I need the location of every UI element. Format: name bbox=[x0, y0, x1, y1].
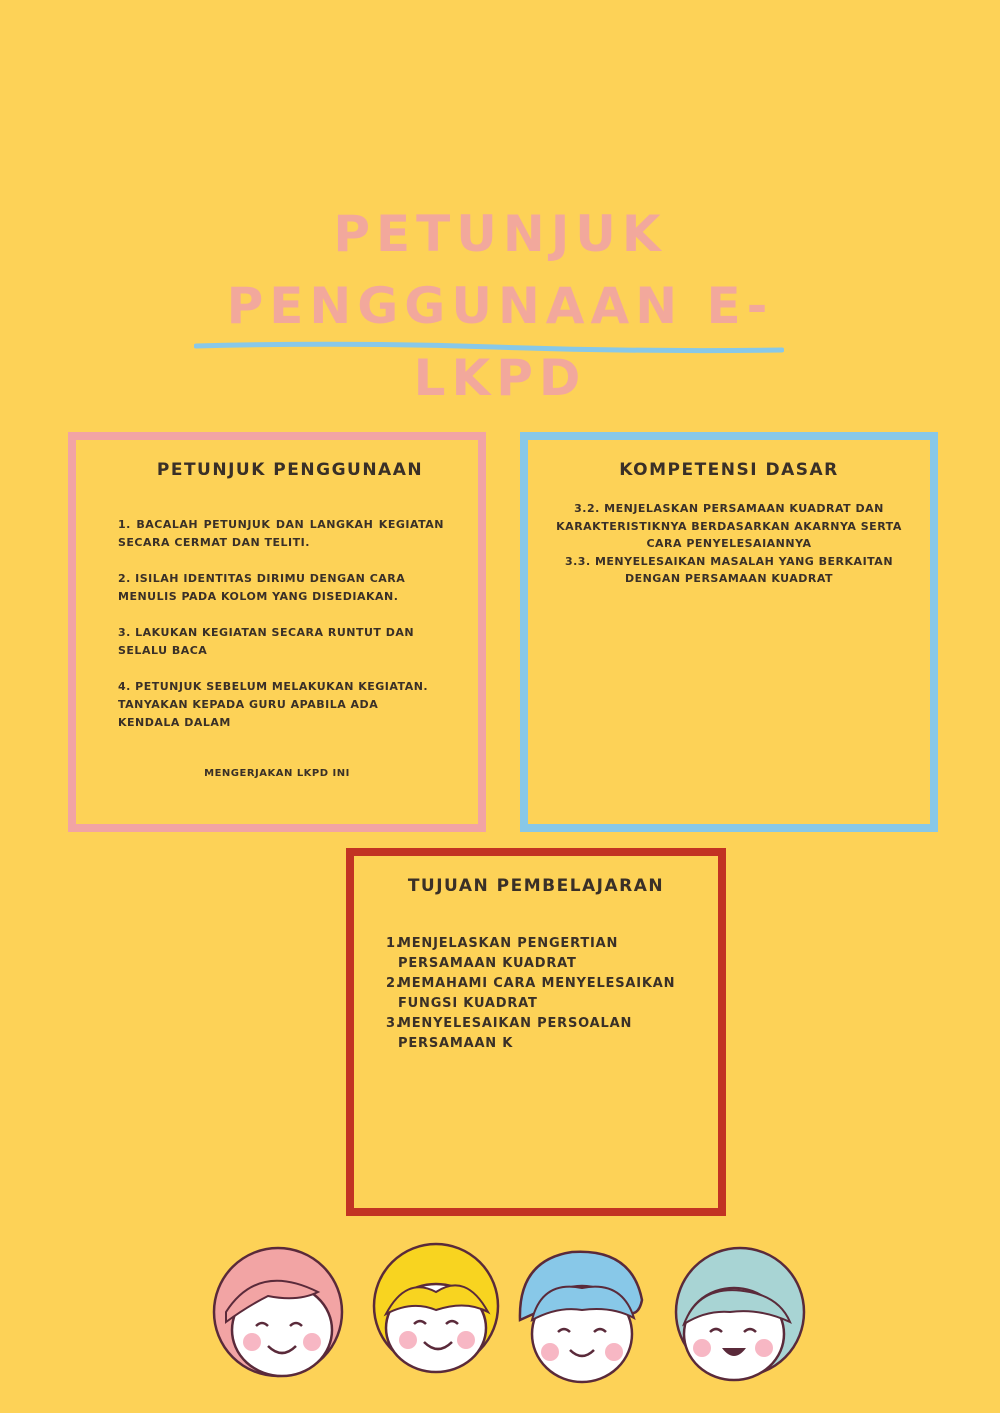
page-title bbox=[150, 198, 850, 414]
teal-hair-child-face bbox=[676, 1248, 804, 1380]
tujuan-item bbox=[382, 1014, 702, 1054]
tujuan-box bbox=[346, 848, 726, 1216]
tujuan-item-text: MENYELESAIKAN PERSOALAN PERSAMAAN K bbox=[398, 1016, 633, 1051]
kompetensi-heading: KOMPETENSI DASAR bbox=[619, 460, 839, 480]
petunjuk-item-4a: 4. PETUNJUK SEBELUM MELAKUKAN KEGIATAN. bbox=[118, 680, 429, 693]
tujuan-item-text: MEMAHAMI CARA MENYELESAIKAN FUNGSI KUADRAT bbox=[398, 976, 676, 1011]
title-underline bbox=[194, 338, 784, 358]
kompetensi-text bbox=[550, 500, 908, 588]
children-faces-illustration bbox=[200, 1220, 820, 1400]
blue-hair-child-face bbox=[520, 1252, 642, 1382]
petunjuk-item-1: 1. BACALAH PETUNJUK DAN LANGKAH KEGIATAN SECARA CERMAT DAN TELITI. bbox=[118, 518, 444, 549]
yellow-hair-child-face bbox=[374, 1244, 498, 1372]
petunjuk-item-2: 2. ISILAH IDENTITAS DIRIMU DENGAN CARA MENULIS PADA KOLOM YANG DISEDIAKAN. bbox=[118, 572, 406, 603]
petunjuk-item-4b: TANYAKAN KEPADA GURU APABILA ADA KENDALA DALAM bbox=[118, 698, 379, 729]
tujuan-list bbox=[382, 934, 702, 1054]
petunjuk-item-3: 3. LAKUKAN KEGIATAN SECARA RUNTUT DAN SELALU BACA bbox=[118, 626, 415, 657]
tujuan-item-number: 3. bbox=[386, 1016, 402, 1031]
petunjuk-box bbox=[68, 432, 486, 832]
kompetensi-line-1: 3.2. MENJELASKAN PERSAMAAN KUADRAT DAN KARAKTERISTIKNYA BERDASARKAN AKARNYA SERTA CARA PENYELESAIANNYA bbox=[556, 502, 902, 550]
tujuan-item-number: 1. bbox=[386, 936, 402, 951]
title-line-1: PETUNJUK PENGGUNAAN E- bbox=[226, 205, 774, 335]
tujuan-heading: TUJUAN PEMBELAJARAN bbox=[407, 876, 665, 896]
kompetensi-line-2: 3.3. MENYELESAIKAN MASALAH YANG BERKAITAN DENGAN PERSAMAAN KUADRAT bbox=[564, 554, 894, 585]
petunjuk-heading: PETUNJUK PENGGUNAAN bbox=[156, 460, 424, 480]
tujuan-item-number: 2. bbox=[386, 976, 402, 991]
petunjuk-footer: MENGERJAKAN LKPD INI bbox=[204, 768, 350, 779]
pink-hair-child-face bbox=[214, 1248, 342, 1376]
tujuan-item bbox=[382, 934, 702, 974]
title-line-2: LKPD bbox=[413, 349, 587, 407]
tujuan-item bbox=[382, 974, 702, 1014]
petunjuk-list bbox=[118, 516, 444, 750]
tujuan-item-text: MENJELASKAN PENGERTIAN PERSAMAAN KUADRAT bbox=[398, 936, 619, 971]
kompetensi-box bbox=[520, 432, 938, 832]
